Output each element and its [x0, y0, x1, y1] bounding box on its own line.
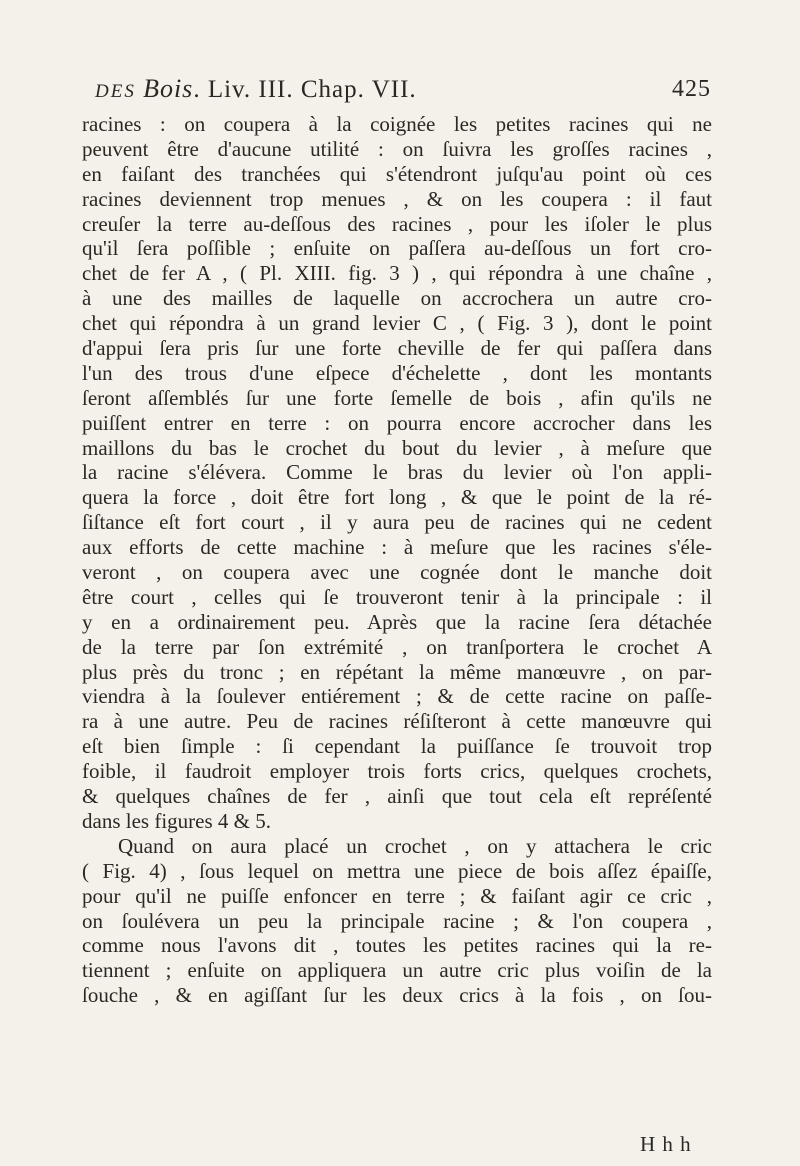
text-line-paragraph-end: dans les figures 4 & 5.	[82, 808, 271, 833]
text-line: de la terre par ſon extrémité , on tranſportera le crochet A	[82, 634, 712, 659]
body-text	[82, 112, 712, 1008]
text-line: ſeront aſſemblés ſur une forte ſemelle de bois , afin qu'ils ne	[82, 385, 712, 410]
text-line: comme nous l'avons dit , toutes les petites racines qui la re-	[82, 933, 712, 958]
text-line: creuſer la terre au-deſſous des racines , pour les iſoler le plus	[82, 211, 712, 236]
text-line: viendra à la ſoulever entiérement ; & de cette racine on paſſe-	[82, 684, 712, 709]
text-line: y en a ordinairement peu. Après que la racine ſera détachée	[82, 609, 712, 634]
text-line: racines : on coupera à la coignée les petites racines qui ne	[82, 112, 712, 136]
text-line: chet qui répondra à un grand levier C , ( Fig. 3 ), dont le point	[82, 311, 712, 336]
text-line: veront , on coupera avec une cognée dont le manche doit	[82, 560, 712, 585]
text-line: l'un des trous d'une eſpece d'échelette , dont les montants	[82, 360, 712, 385]
text-line: la racine s'élévera. Comme le bras du levier où l'on appli-	[82, 460, 712, 485]
text-line: racines deviennent trop menues , & on les coupera : il faut	[82, 186, 712, 211]
text-line: ra à une autre. Peu de racines réſiſteront à cette manœuvre qui	[82, 709, 712, 734]
text-line: eſt bien ſimple : ſi cependant la puiſſance ſe trouvoit trop	[82, 734, 712, 759]
running-head-prefix: DES	[95, 81, 136, 102]
page-number: 425	[672, 76, 711, 102]
running-head-chapter: . Liv. III. Chap. VII.	[193, 76, 417, 103]
running-head-title	[95, 72, 417, 109]
text-line: maillons du bas le crochet du bout du levier , à meſure que	[82, 435, 712, 460]
text-line: ſiſtance eſt fort court , il y aura peu de racines qui ne cedent	[82, 510, 712, 535]
text-line: chet de fer A , ( Pl. XIII. fig. 3 ) , qui répondra à une chaîne ,	[82, 261, 712, 286]
text-line: d'appui ſera pris ſur une forte cheville de fer qui paſſera dans	[82, 336, 712, 361]
text-line: ( Fig. 4) , ſous lequel on mettra une piece de bois aſſez épaiſſe,	[82, 858, 712, 883]
running-head-title-word: Bois	[143, 74, 194, 103]
text-line: plus près du tronc ; en répétant la même manœuvre , on par-	[82, 659, 712, 684]
text-line: qu'il ſera poſſible ; enſuite on paſſera au-deſſous un fort cro-	[82, 236, 712, 261]
text-line: peuvent être d'aucune utilité : on ſuivra les groſſes racines ,	[82, 136, 712, 161]
text-line: en faiſant des tranchées qui s'étendront juſqu'au point où ces	[82, 161, 712, 186]
text-line: aux efforts de cette machine : à meſure que les racines s'éle-	[82, 535, 712, 560]
text-line: tiennent ; enſuite on appliquera un autre cric plus voiſin de la	[82, 958, 712, 983]
text-line: puiſſent entrer en terre : on pourra encore accrocher dans les	[82, 410, 712, 435]
text-line: on ſoulévera un peu la principale racine ; & l'on coupera ,	[82, 908, 712, 933]
signature-mark: H h h	[640, 1132, 692, 1156]
text-line: foible, il faudroit employer trois forts crics, quelques crochets,	[82, 759, 712, 784]
text-line: quera la force , doit être fort long , & que le point de la ré-	[82, 485, 712, 510]
text-line: pour qu'il ne puiſſe enfoncer en terre ; & faiſant agir ce cric ,	[82, 883, 712, 908]
text-line: être court , celles qui ſe trouveront tenir à la principale : il	[82, 584, 712, 609]
text-line: & quelques chaînes de fer , ainſi que tout cela eſt repréſenté	[82, 784, 712, 809]
text-line-paragraph-start: Quand on aura placé un crochet , on y attachera le cric	[118, 833, 712, 858]
running-head	[95, 72, 711, 106]
text-line: ſouche , & en agiſſant ſur les deux crics à la fois , on ſou-	[82, 983, 712, 1008]
text-line: à une des mailles de laquelle on accrochera un autre cro-	[82, 286, 712, 311]
